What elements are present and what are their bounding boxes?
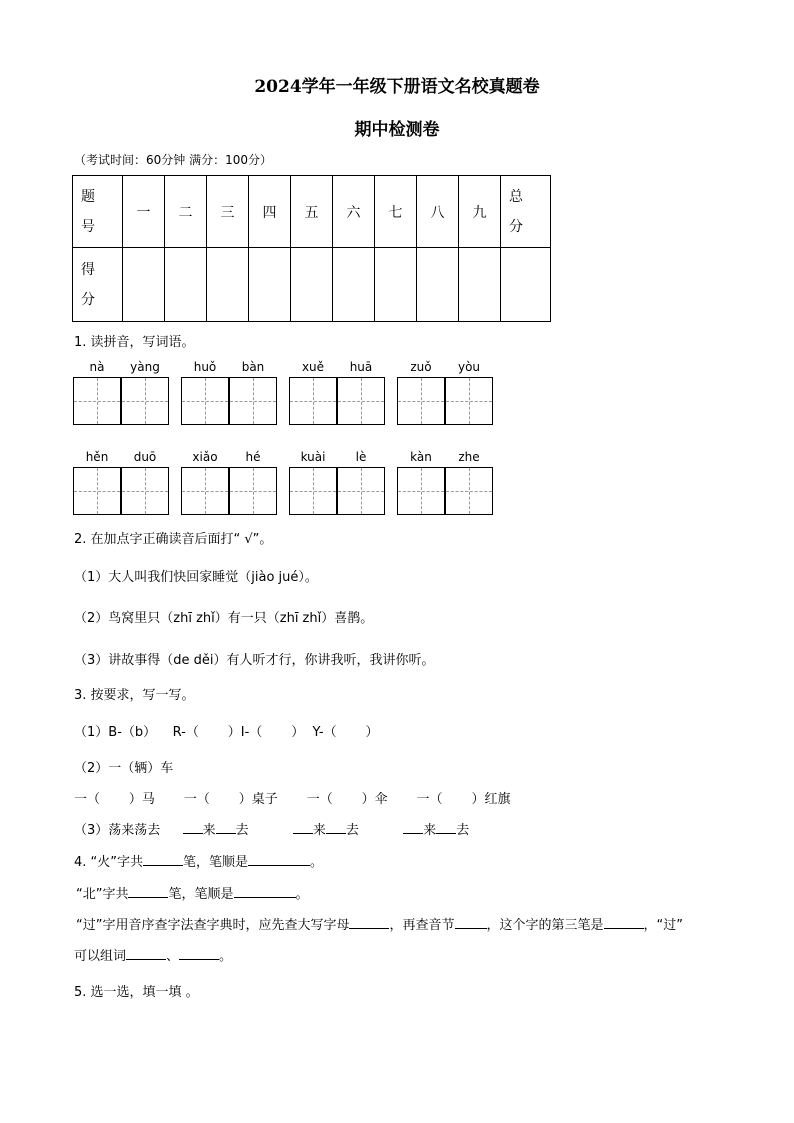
- answer-blank[interactable]: [179, 959, 219, 960]
- guide-line-vertical: [253, 378, 254, 424]
- writing-box[interactable]: [397, 467, 445, 515]
- q2-item-3: （3）讲故事得（de děi）有人听才行，你讲我听，我讲你听。: [74, 653, 435, 668]
- column-header: 一: [123, 176, 165, 248]
- q4-guo: [76, 914, 683, 933]
- guide-line-vertical: [361, 468, 362, 514]
- writing-box[interactable]: [229, 467, 277, 515]
- word-lai: 来: [423, 823, 437, 838]
- guide-line-vertical: [421, 378, 422, 424]
- answer-blank[interactable]: [326, 833, 346, 834]
- word-qu: 去: [345, 823, 359, 838]
- pinyin-label: xiǎo: [192, 450, 218, 464]
- answer-blank[interactable]: [604, 928, 644, 929]
- column-header: 二: [165, 176, 207, 248]
- answer-blank[interactable]: [128, 897, 168, 898]
- label-top: 得: [81, 261, 95, 278]
- text: ，再查音节: [389, 918, 455, 933]
- q3-item-3-label: （3）荡来荡去: [74, 823, 161, 838]
- text: “北”字共: [76, 887, 129, 902]
- writing-box[interactable]: [337, 467, 385, 515]
- guide-line-vertical: [421, 468, 422, 514]
- label-bottom: 分: [509, 218, 523, 235]
- guide-line-vertical: [469, 378, 470, 424]
- writing-box[interactable]: [397, 377, 445, 425]
- score-cell[interactable]: [291, 248, 333, 322]
- pinyin-label: hé: [245, 450, 261, 464]
- pinyin-label: huǒ: [193, 360, 217, 374]
- guide-line-vertical: [313, 378, 314, 424]
- guide-line-vertical: [253, 468, 254, 514]
- answer-blank[interactable]: [216, 833, 236, 834]
- guide-line-vertical: [145, 378, 146, 424]
- guide-line-vertical: [361, 378, 362, 424]
- score-cell[interactable]: [165, 248, 207, 322]
- word-lai: 来: [312, 823, 326, 838]
- answer-blank[interactable]: [183, 833, 203, 834]
- q3-item-1: （1）B-（b） R-（ ）I-（ ） Y-（ ）: [74, 725, 379, 740]
- writing-box[interactable]: [289, 467, 337, 515]
- writing-box[interactable]: [121, 467, 169, 515]
- writing-box[interactable]: [445, 467, 493, 515]
- answer-blank[interactable]: [349, 928, 389, 929]
- label-bottom: 号: [81, 218, 95, 235]
- q3-prompt: 3. 按要求，写一写。: [74, 688, 195, 703]
- text: ，“过”: [643, 918, 683, 933]
- guide-line-vertical: [97, 468, 98, 514]
- writing-box[interactable]: [181, 377, 229, 425]
- score-cell[interactable]: [501, 248, 551, 322]
- q4-fire: [74, 851, 323, 870]
- guide-line-vertical: [469, 468, 470, 514]
- guide-line-vertical: [313, 468, 314, 514]
- pinyin-label: lè: [355, 450, 367, 464]
- pinyin-label: zuǒ: [410, 360, 432, 374]
- column-header: 五: [291, 176, 333, 248]
- score-cell[interactable]: [207, 248, 249, 322]
- text: 笔，笔顺是: [168, 887, 234, 902]
- q4-guo-2: [74, 945, 232, 964]
- score-table-header-row: [73, 176, 551, 248]
- text: 。: [295, 887, 309, 902]
- pinyin-label: bàn: [241, 360, 265, 374]
- q1-prompt: 1. 读拼音，写词语。: [74, 335, 195, 350]
- q3-item-3: [74, 819, 469, 838]
- writing-box[interactable]: [337, 377, 385, 425]
- answer-blank[interactable]: [436, 833, 456, 834]
- answer-blank[interactable]: [126, 959, 166, 960]
- word-qu: 去: [456, 823, 470, 838]
- text: “过”字用音序查字法查字典时，应先查大写字母: [76, 918, 350, 933]
- writing-box[interactable]: [73, 467, 121, 515]
- answer-blank[interactable]: [143, 865, 183, 866]
- column-header: 七: [375, 176, 417, 248]
- q3-item-2-fill: 一（ ）马 一（ ）桌子 一（ ）伞 一（ ）红旗: [74, 792, 511, 807]
- exam-subtitle: 期中检测卷: [354, 120, 440, 140]
- q3-item-2: （2）一（辆）车: [74, 761, 174, 776]
- writing-box[interactable]: [229, 377, 277, 425]
- pinyin-label: nà: [89, 360, 105, 374]
- total-label: [501, 176, 551, 248]
- score-cell[interactable]: [333, 248, 375, 322]
- pinyin-label: zhe: [458, 450, 480, 464]
- guide-line-vertical: [97, 378, 98, 424]
- guide-line-vertical: [205, 378, 206, 424]
- q4-north: [76, 883, 309, 902]
- pinyin-label: xuě: [301, 360, 325, 374]
- column-header: 三: [207, 176, 249, 248]
- pinyin-label: yòu: [457, 360, 481, 374]
- text: 笔，笔顺是: [183, 855, 249, 870]
- score-table-score-row: [73, 248, 551, 322]
- pinyin-label: yàng: [130, 360, 160, 374]
- column-header: 九: [459, 176, 501, 248]
- answer-blank[interactable]: [293, 833, 313, 834]
- pinyin-label: kàn: [410, 450, 432, 464]
- q2-item-2: （2）鸟窝里只（zhī zhǐ）有一只（zhī zhǐ）喜鹊。: [74, 611, 374, 626]
- score-cell[interactable]: [459, 248, 501, 322]
- writing-box[interactable]: [121, 377, 169, 425]
- score-cell[interactable]: [417, 248, 459, 322]
- writing-box[interactable]: [445, 377, 493, 425]
- label-top: 总: [509, 188, 523, 205]
- q2-prompt: 2. 在加点字正确读音后面打“ √”。: [74, 532, 273, 547]
- text: 4. “火”字共: [74, 855, 144, 870]
- column-header: 四: [249, 176, 291, 248]
- score-cell[interactable]: [123, 248, 165, 322]
- guide-line-vertical: [205, 468, 206, 514]
- word-lai: 来: [202, 823, 216, 838]
- q5-prompt: 5. 选一选，填一填 。: [74, 985, 199, 1000]
- exam-info: （考试时间：60分钟 满分：100分）: [74, 153, 272, 167]
- pinyin-label: hěn: [85, 450, 109, 464]
- score-cell[interactable]: [249, 248, 291, 322]
- label-top: 题: [81, 188, 95, 205]
- writing-box[interactable]: [73, 377, 121, 425]
- column-header: 六: [333, 176, 375, 248]
- score-cell[interactable]: [375, 248, 417, 322]
- pinyin-label: duō: [133, 450, 157, 464]
- score-label: [73, 248, 123, 322]
- pinyin-label: kuài: [300, 450, 326, 464]
- column-header: 八: [417, 176, 459, 248]
- text: 、: [166, 949, 180, 964]
- word-qu: 去: [235, 823, 249, 838]
- exam-title: 2024学年一年级下册语文名校真题卷: [254, 77, 540, 97]
- score-table: [72, 175, 551, 322]
- guide-line-vertical: [145, 468, 146, 514]
- pinyin-label: huā: [349, 360, 373, 374]
- writing-box[interactable]: [289, 377, 337, 425]
- text: 可以组词: [74, 949, 127, 964]
- label-bottom: 分: [81, 291, 95, 308]
- answer-blank[interactable]: [234, 897, 296, 898]
- answer-blank[interactable]: [403, 833, 423, 834]
- answer-blank[interactable]: [455, 928, 487, 929]
- q2-item-1: （1）大人叫我们快回家睡觉（jiào jué）。: [74, 570, 318, 585]
- text: ，这个字的第三笔是: [486, 918, 604, 933]
- text: 。: [310, 855, 324, 870]
- question-number-label: [73, 176, 123, 248]
- text: 。: [219, 949, 233, 964]
- answer-blank[interactable]: [248, 865, 310, 866]
- writing-box[interactable]: [181, 467, 229, 515]
